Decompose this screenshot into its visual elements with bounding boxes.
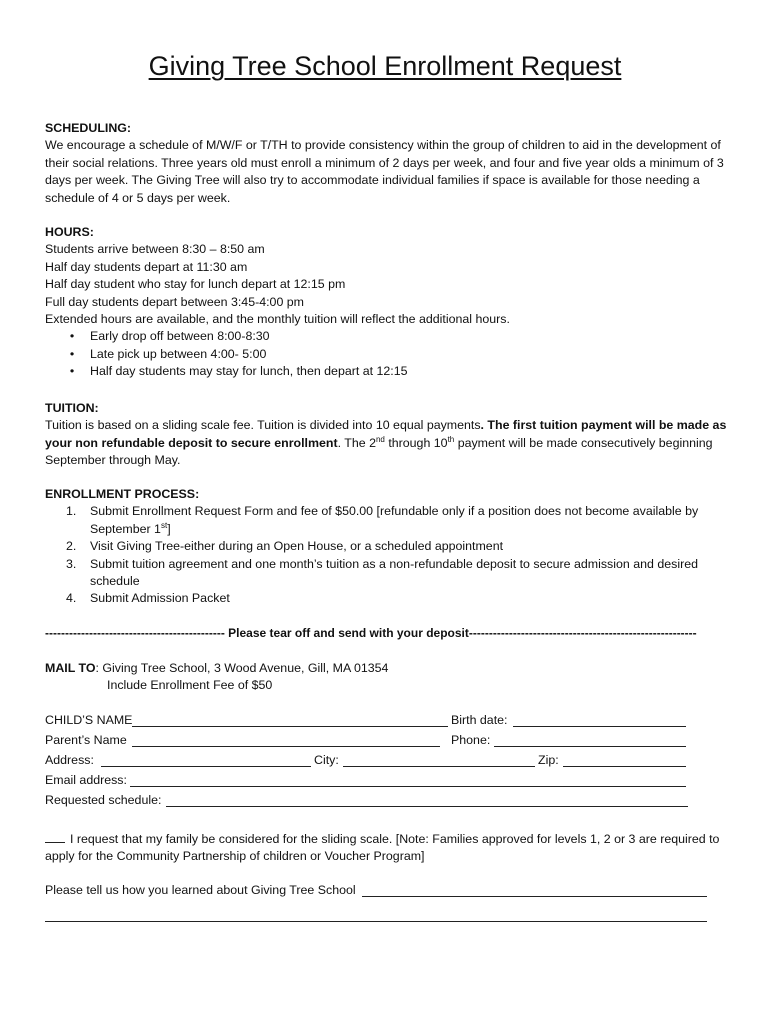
- schedule-label: Requested schedule:: [45, 793, 162, 807]
- form-row: [45, 712, 727, 732]
- learned-label: Please tell us how you learned about Giving Tree School: [45, 883, 356, 897]
- hours-section: [45, 224, 727, 381]
- step-text: Visit Giving Tree-either during an Open House, or a scheduled appointment: [90, 539, 504, 554]
- child-name-field[interactable]: [132, 726, 448, 727]
- step-number: 2.: [66, 539, 77, 554]
- superscript: th: [447, 434, 455, 444]
- tear-off-line: [45, 625, 727, 642]
- form-row: [45, 732, 727, 752]
- hours-line: Students arrive between 8:30 – 8:50 am: [45, 242, 265, 257]
- step-text: Submit Enrollment Request Form and fee of $50.00 [refundable only if a position does not become available by September 1: [90, 504, 699, 536]
- mail-label: MAIL TO: [45, 661, 96, 675]
- address-field[interactable]: [101, 766, 311, 767]
- enrollment-heading: ENROLLMENT PROCESS:: [45, 487, 200, 501]
- address-label: Address:: [45, 753, 94, 767]
- scheduling-heading: SCHEDULING:: [45, 121, 132, 135]
- city-label: City:: [314, 753, 339, 767]
- child-name-label: CHILD’S NAME: [45, 713, 133, 727]
- tear-off-text: Please tear off and send with your deposit: [224, 626, 469, 640]
- parent-name-label: Parent’s Name: [45, 733, 127, 747]
- scheduling-section: [45, 120, 727, 207]
- tuition-text-part: payment will be made consecutively beginning September through May.: [45, 435, 713, 468]
- sliding-scale-section: [45, 830, 727, 866]
- step-text: Submit tuition agreement and one month’s tuition as a non-refundable deposit to secure admission and desired schedule: [90, 556, 698, 589]
- birth-date-label: Birth date:: [451, 713, 508, 727]
- step-text: ]: [167, 521, 171, 536]
- phone-label: Phone:: [451, 733, 491, 747]
- zip-field[interactable]: [563, 766, 686, 767]
- phone-field[interactable]: [494, 746, 686, 747]
- dashed-line: ---------------------------------------------: [45, 626, 225, 640]
- tuition-bold-text: . The first tuition payment will be made as your non refundable deposit to secure enrollment: [45, 418, 727, 450]
- sliding-scale-label: I request that my family be considered for the sliding scale. [Note: Families approved for levels 1, 2 or 3 are required to apply for the Community Partnership of children or Voucher Program]: [45, 832, 720, 864]
- form-row: [45, 752, 727, 772]
- bullet-text: Late pick up between 4:00- 5:00: [90, 346, 267, 361]
- step-number: 3.: [66, 556, 77, 571]
- page-title: Giving Tree School Enrollment Request: [148, 51, 622, 81]
- list-item: [45, 503, 727, 538]
- superscript: st: [160, 520, 168, 530]
- learned-section: [45, 882, 727, 922]
- learned-field[interactable]: [362, 896, 707, 897]
- sliding-scale-checkbox[interactable]: [45, 830, 65, 843]
- tuition-heading: TUITION:: [45, 401, 99, 415]
- list-item: [45, 363, 727, 380]
- learned-field-continued[interactable]: [45, 921, 707, 922]
- superscript: nd: [375, 434, 385, 444]
- bullet-icon: •: [69, 329, 75, 344]
- bullet-icon: •: [69, 346, 75, 361]
- zip-label: Zip:: [538, 753, 559, 767]
- email-label: Email address:: [45, 773, 127, 787]
- mail-fee: Include Enrollment Fee of $50: [107, 678, 273, 693]
- tuition-text-part: through 10: [384, 435, 448, 450]
- list-item: [45, 590, 727, 607]
- list-item: [45, 328, 727, 345]
- hours-bullet-list: [45, 328, 727, 380]
- hours-line: Extended hours are available, and the monthly tuition will reflect the additional hours.: [45, 312, 510, 327]
- dashed-line: ---------------------------------------------------------: [468, 626, 697, 640]
- step-text: Submit Admission Packet: [90, 591, 230, 606]
- form-fields: [45, 712, 727, 812]
- tuition-text-part: . The 2: [337, 435, 376, 450]
- tuition-text-part: Tuition is based on a sliding scale fee. Tuition is divided into 10 equal payments: [45, 418, 481, 433]
- step-number: 4.: [66, 591, 77, 606]
- parent-name-field[interactable]: [132, 746, 440, 747]
- form-row: [45, 772, 727, 792]
- hours-line: Full day students depart between 3:45-4:00 pm: [45, 294, 304, 309]
- list-item: [45, 538, 727, 555]
- list-item: [45, 346, 727, 363]
- scheduling-text: We encourage a schedule of M/W/F or T/TH to provide consistency within the group of children to aid in the development of their social relations. Three years old must enroll a minimum of 2 days per week, and four and five year olds a minimum of 3 days per week. The Giving Tree will also try to accommodate individual families if space is available for those needing a schedule of 4 or 5 days per week.: [45, 138, 724, 205]
- form-row: [45, 882, 727, 902]
- mail-line: [45, 660, 727, 677]
- schedule-field[interactable]: [166, 806, 688, 807]
- list-item: [45, 556, 727, 591]
- form-row: [45, 902, 727, 922]
- mail-section: [45, 660, 727, 695]
- tuition-section: [45, 400, 727, 470]
- enrollment-section: [45, 486, 727, 608]
- bullet-text: Half day students may stay for lunch, then depart at 12:15: [90, 364, 408, 379]
- city-field[interactable]: [343, 766, 535, 767]
- sliding-scale-text: [45, 830, 727, 866]
- bullet-text: Early drop off between 8:00-8:30: [90, 329, 270, 344]
- hours-line: Half day students depart at 11:30 am: [45, 259, 248, 274]
- hours-line: Half day student who stay for lunch depart at 12:15 pm: [45, 277, 346, 292]
- birth-date-field[interactable]: [513, 726, 686, 727]
- tuition-text: [45, 417, 727, 469]
- mail-address: : Giving Tree School, 3 Wood Avenue, Gill, MA 01354: [95, 661, 389, 675]
- hours-heading: HOURS:: [45, 225, 94, 239]
- bullet-icon: •: [69, 364, 75, 379]
- form-row: [45, 792, 727, 812]
- step-number: 1.: [66, 504, 77, 519]
- email-field[interactable]: [130, 786, 686, 787]
- enrollment-steps: [45, 503, 727, 607]
